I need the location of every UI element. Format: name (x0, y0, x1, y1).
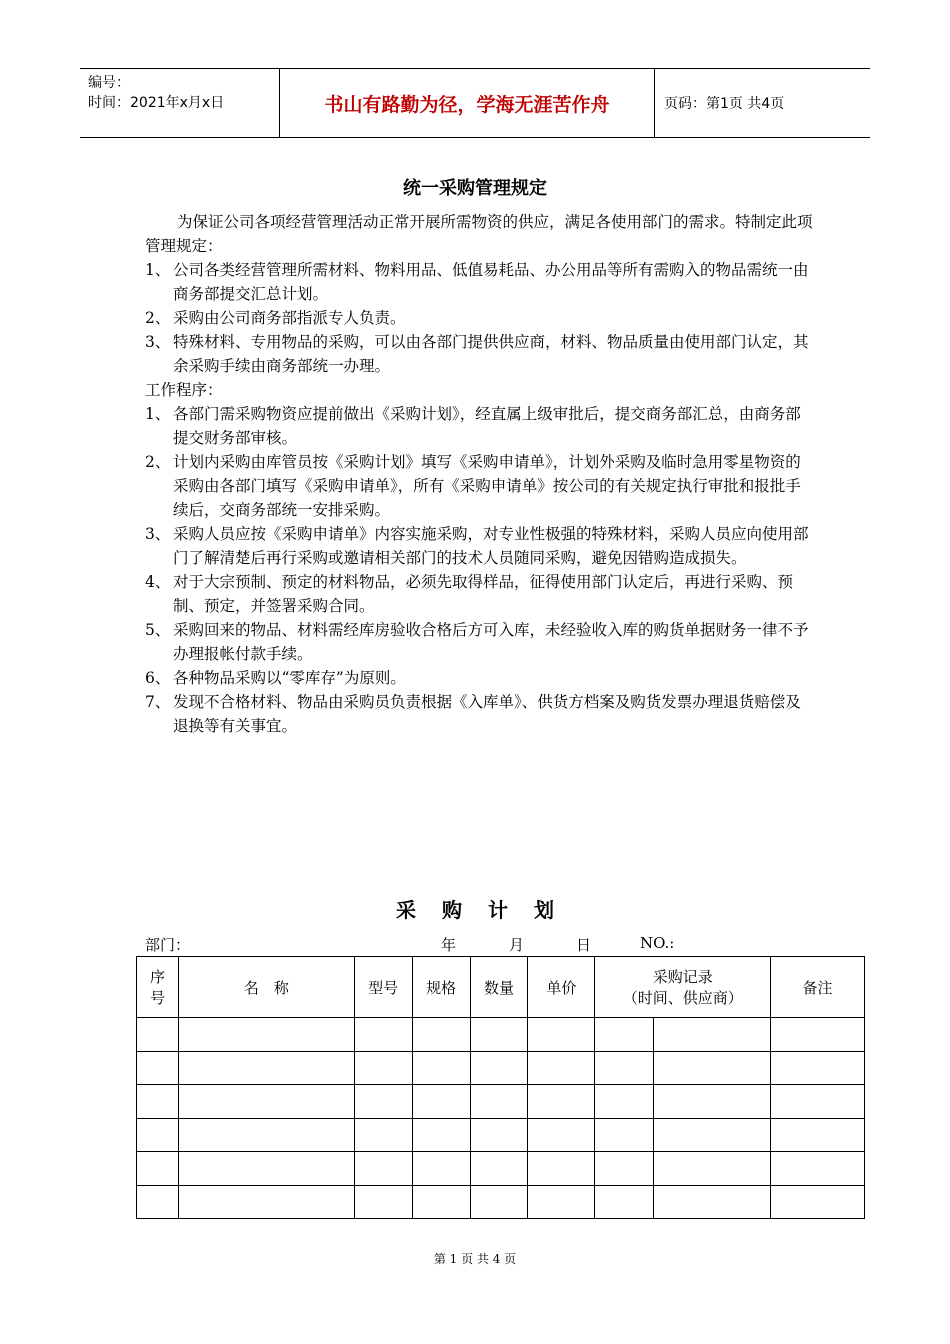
table-cell (771, 1085, 865, 1119)
table-cell (412, 1018, 470, 1052)
table-cell (178, 1085, 354, 1119)
table-cell (354, 1085, 412, 1119)
table-cell (178, 1152, 354, 1186)
table-cell (470, 1185, 528, 1219)
table-cell (654, 1152, 771, 1186)
table-cell (528, 1085, 595, 1119)
plan-title: 采购计划 (396, 898, 580, 922)
procedure-item (145, 522, 815, 570)
table-row (137, 1185, 865, 1219)
procedure-number: 3、 (145, 525, 171, 543)
table-cell (412, 1051, 470, 1085)
col-seq-char: 号 (149, 989, 165, 1007)
col-seq-char: 序 (149, 968, 165, 986)
document-body (145, 210, 815, 738)
table-cell (354, 1051, 412, 1085)
table-row (137, 1085, 865, 1119)
table-cell (595, 1152, 654, 1186)
month-label: 月 (509, 936, 525, 954)
table-cell (771, 1185, 865, 1219)
table-cell (354, 1185, 412, 1219)
table-cell (354, 1118, 412, 1152)
table-cell (771, 1152, 865, 1186)
procedure-number: 2、 (145, 453, 171, 471)
procedure-list (145, 402, 815, 738)
table-row (137, 1152, 865, 1186)
procedure-number: 6、 (145, 669, 171, 687)
table-cell (412, 1085, 470, 1119)
table-cell (654, 1051, 771, 1085)
col-seq-label (137, 966, 178, 1008)
table-cell (137, 1185, 179, 1219)
rule-number: 1、 (145, 261, 171, 279)
col-record (595, 957, 771, 1018)
table-row (137, 1118, 865, 1152)
table-cell (528, 1018, 595, 1052)
rules-list (145, 258, 815, 378)
table-cell (771, 1051, 865, 1085)
table-cell (412, 1118, 470, 1152)
day-label: 日 (576, 936, 592, 954)
table-cell (771, 1018, 865, 1052)
table-cell (470, 1152, 528, 1186)
col-remark: 备注 (771, 957, 865, 1018)
page-header (80, 68, 870, 138)
table-cell (528, 1185, 595, 1219)
procedure-item (145, 402, 815, 450)
col-name: 名 称 (178, 957, 354, 1018)
col-seq (137, 957, 179, 1018)
table-cell (412, 1185, 470, 1219)
rule-text: 采购由公司商务部指派专人负责。 (173, 309, 406, 327)
number-label: NO.: (640, 934, 675, 952)
table-cell (595, 1085, 654, 1119)
table-cell (654, 1085, 771, 1119)
table-cell (137, 1152, 179, 1186)
procedure-item (145, 690, 815, 738)
procedure-number: 5、 (145, 621, 171, 639)
intro-paragraph: 为保证公司各项经营管理活动正常开展所需物资的供应，满足各使用部门的需求。特制定此项管理规定： (145, 213, 813, 255)
rule-text: 特殊材料、专用物品的采购，可以由各部门提供供应商，材料、物品质量由使用部门认定，其余采购手续由商务部统一办理。 (173, 333, 809, 375)
rule-item (145, 330, 815, 378)
table-cell (178, 1051, 354, 1085)
table-cell (412, 1152, 470, 1186)
table-cell (470, 1118, 528, 1152)
procedure-number: 4、 (145, 573, 171, 591)
year-label: 年 (441, 936, 457, 954)
procedure-number: 1、 (145, 405, 171, 423)
rule-number: 3、 (145, 333, 171, 351)
table-cell (470, 1018, 528, 1052)
table-cell (595, 1051, 654, 1085)
dept-label: 部门： (145, 936, 191, 954)
table-cell (137, 1018, 179, 1052)
table-cell (595, 1018, 654, 1052)
procedure-text: 各种物品采购以“零库存”为原则。 (173, 669, 406, 687)
table-cell (354, 1152, 412, 1186)
rule-number: 2、 (145, 309, 171, 327)
table-cell (654, 1018, 771, 1052)
table-cell (137, 1118, 179, 1152)
table-cell (178, 1118, 354, 1152)
table-body (137, 1018, 865, 1219)
table-cell (528, 1051, 595, 1085)
rule-item (145, 306, 815, 330)
doc-number-label: 编号： (88, 75, 130, 91)
procedure-text: 计划内采购由库管员按《采购计划》填写《采购申请单》，计划外采购及临时急用零星物资的采购由各部门填写《采购申请单》，所有《采购申请单》按公司的有关规定执行审批和报批手续后，交商务部统一安排采购。 (173, 453, 801, 519)
procedure-text: 采购回来的物品、材料需经库房验收合格后方可入库，未经验收入库的购货单据财务一律不予办理报帐付款手续。 (173, 621, 809, 663)
table-cell (595, 1185, 654, 1219)
col-price: 单价 (528, 957, 595, 1018)
table-cell (771, 1118, 865, 1152)
procedure-text: 发现不合格材料、物品由采购员负责根据《入库单》、供货方档案及购货发票办理退货赔偿及退换等有关事宜。 (173, 693, 801, 735)
procedure-item (145, 570, 815, 618)
purchase-plan-table (136, 956, 865, 1219)
col-qty: 数量 (470, 957, 528, 1018)
page-footer: 第 1 页 共 4 页 (433, 1252, 517, 1266)
table-cell (595, 1118, 654, 1152)
procedure-item (145, 618, 815, 666)
rule-item (145, 258, 815, 306)
procedure-text: 采购人员应按《采购申请单》内容实施采购，对专业性极强的特殊材料，采购人员应向使用部门了解清楚后再行采购或邀请相关部门的技术人员随同采购，避免因错购造成损失。 (173, 525, 809, 567)
document-title: 统一采购管理规定 (403, 178, 547, 199)
procedure-item (145, 666, 815, 690)
table-cell (137, 1051, 179, 1085)
procedure-item (145, 450, 815, 522)
table-row (137, 1051, 865, 1085)
table-cell (178, 1185, 354, 1219)
table-cell (528, 1118, 595, 1152)
procedure-number: 7、 (145, 693, 171, 711)
rule-text: 公司各类经营管理所需材料、物料用品、低值易耗品、办公用品等所有需购入的物品需统一由商务部提交汇总计划。 (173, 261, 809, 303)
header-motto: 书山有路勤为径，学海无涯苦作舟 (280, 69, 655, 137)
col-model: 型号 (354, 957, 412, 1018)
col-record-label: 采购记录 (652, 968, 713, 986)
procedure-text: 各部门需采购物资应提前做出《采购计划》，经直属上级审批后，提交商务部汇总，由商务部提交财务部审核。 (173, 405, 801, 447)
table-cell (654, 1118, 771, 1152)
procedure-heading: 工作程序： (145, 381, 223, 399)
table-cell (354, 1018, 412, 1052)
table-cell (528, 1152, 595, 1186)
doc-date-label: 时间：2021年x月x日 (88, 95, 225, 111)
table-cell (178, 1018, 354, 1052)
table-row (137, 1018, 865, 1052)
procedure-text: 对于大宗预制、预定的材料物品，必须先取得样品，征得使用部门认定后，再进行采购、预制、预定，并签署采购合同。 (173, 573, 794, 615)
header-info-cell (80, 69, 280, 137)
col-record-sub: （时间、供应商） (622, 989, 743, 1007)
table-cell (470, 1085, 528, 1119)
table-cell (470, 1051, 528, 1085)
col-spec: 规格 (412, 957, 470, 1018)
table-header-row (137, 957, 865, 1018)
table-cell (654, 1185, 771, 1219)
header-page-number: 页码：第1页 共4页 (664, 96, 785, 112)
table-cell (137, 1085, 179, 1119)
